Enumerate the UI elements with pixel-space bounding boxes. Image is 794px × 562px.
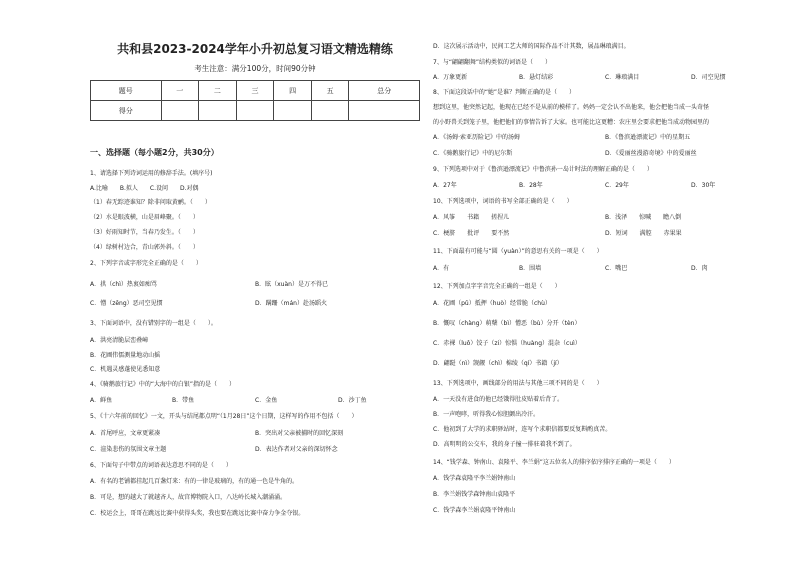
answer-option: A．鲜鱼 — [90, 397, 113, 404]
score-header-cell: 总分 — [349, 81, 420, 101]
question-line: 2、下列字音或字形完全正确的是（ ） — [90, 260, 202, 267]
question-line: 5、《十六年前的回忆》一文，开头与结尾都点明“（1月28日”这个日期，这样写的作用不包括（ ） — [90, 413, 358, 420]
score-cell[interactable] — [349, 101, 420, 121]
question-line: 11、下面最有可能与“圆（yuàn）”的意思有关的一项是（ ） — [433, 248, 603, 255]
answer-option: D．肉 — [691, 265, 708, 272]
answer-option: B．《鲁滨逊漂流记》中的星期五 — [605, 134, 691, 141]
question-line: 1、请选择下列诗词运用的修辞手法。(填序号) — [90, 170, 213, 177]
score-header-cell: 一 — [161, 81, 199, 101]
score-cell[interactable] — [311, 101, 349, 121]
score-value-row — [91, 101, 420, 121]
question-line: 10、下列选项中，词语的书写全部正确的是（ ） — [433, 198, 573, 205]
score-header-cell: 五 — [311, 81, 349, 101]
score-cell[interactable] — [236, 101, 274, 121]
score-header-cell: 三 — [236, 81, 274, 101]
question-line: 9、下列选项中对于《鲁滨逊漂流记》中鲁滨孙一岛计时法的理解正确的是（ ） — [433, 166, 653, 173]
answer-option: D．司空见惯 — [691, 74, 726, 81]
question-line: C．他初到了大学的求职驿站时，连写个求职信都要反复斟酌真苦。 — [433, 426, 612, 433]
question-line: 4、《骑鹅旅行记》中的“大海中的白银”指的是（ ） — [90, 381, 236, 388]
answer-option: D．短词 满腔 赤果果 — [605, 230, 682, 237]
answer-option: D．30年 — [691, 182, 716, 189]
question-line: C．机遇灵感蓬使见悉知意 — [90, 366, 161, 373]
question-line: A.比喻 B.拟人 C.设问 D.对偶 — [90, 185, 199, 192]
question-line: B．花圃伟儒测量地动山摇 — [90, 352, 161, 359]
answer-option: D．表达作者对父亲的深切怀念 — [255, 446, 338, 453]
answer-option: D．沙丁鱼 — [338, 397, 367, 404]
exam-note: 考生注意：满分100分，时间90分钟 — [194, 64, 316, 73]
answer-option: C．琳琅满目 — [605, 74, 640, 81]
question-line: （1）春无踪迹谁知？除非问取黄鹂。（ ） — [90, 199, 211, 206]
answer-option: B．浅泽 惊喊 瞻八倒 — [605, 214, 682, 221]
answer-option: A．万象更新 — [433, 74, 468, 81]
score-row-label: 得分 — [91, 101, 162, 121]
question-line: B．一声咆哮，听得我心惊胆颤出冷汗。 — [433, 411, 540, 418]
question-line: 7、与“翩翩翻舞”结构类似的词语是（ ） — [433, 59, 552, 66]
answer-option: A．拱（chì）热衷如痴骂 — [90, 281, 157, 288]
answer-option: A．27年 — [433, 182, 457, 189]
answer-option: A．风筝 书籍 搓捏儿 — [433, 214, 510, 221]
question-line: A．钱学森袁隆平李兰娟钟南山 — [433, 475, 516, 482]
question-line: A．一天没有进食的他已经饿得肚皮贴着后背了。 — [433, 396, 564, 403]
question-line: 想到这里，他突然记起，他现在已经不是从前的模样了。妈妈一定会认不出他来，他会把他当成一头奇怪 — [433, 104, 710, 111]
answer-option: B．带鱼 — [172, 397, 195, 404]
answer-option: C．《骑鹅旅行记》中的尼尔斯 — [433, 150, 513, 157]
question-line: D．这次展示活动中，民间工艺大师的国际作品不计其数，展品琳琅满目。 — [433, 43, 630, 50]
question-line: A．花圃（pǔ）抵押（huò）经常脆（chù） — [433, 300, 551, 307]
question-line: B．慨叹（chàng）萌蘖（bì）憎恶（bù）分开（tèn） — [433, 320, 581, 327]
score-cell[interactable] — [199, 101, 237, 121]
answer-option: B．突出对父亲被捕时的回忆深刻 — [255, 430, 344, 437]
question-line: A．洪亮清脆层峦叠嶂 — [90, 337, 149, 344]
question-line: （3）好雨知时节，当春乃发生。（ ） — [90, 229, 199, 236]
answer-option: B．悬灯结彩 — [519, 74, 554, 81]
question-line: D．高明明的公交车，我的身子撞一排驻着我不到了。 — [433, 441, 576, 448]
answer-option: B．围墙 — [519, 265, 542, 272]
question-line: 3、下面词语中，没有错别字的一组是（ ）。 — [90, 320, 217, 327]
answer-option: C．憎（zēng）恶司空见惯 — [90, 300, 163, 307]
answer-option: D．《爱丽丝漫游奇境》中的爱丽丝 — [605, 150, 697, 157]
question-line: （4）绿树村边合，青山郭外斜。（ ） — [90, 244, 199, 251]
answer-option: D．蹒跚（mán）赴汤蹈火 — [255, 300, 327, 307]
score-table — [90, 80, 420, 121]
question-line: B．可是，想的越大了就越吝人，故宫博物院入口，八达岭长城入潮涌涌。 — [90, 494, 287, 501]
question-line: 14、“钱学森、钟南山、袁隆平、李兰娟”这五位名人的排序依序排序正确的一项是（ ） — [433, 459, 675, 466]
answer-option: C．金鱼 — [255, 397, 278, 404]
answer-option: C．梗脐 批评 要不然 — [433, 230, 510, 237]
score-header-cell: 题号 — [91, 81, 162, 101]
question-line: A．有名的老铺都挂起几百盏灯来：有的一律是玻璃的，有的通一色是牛角的。 — [90, 478, 299, 485]
score-header-cell: 四 — [274, 81, 312, 101]
answer-option: B．28年 — [519, 182, 543, 189]
page-title: 共和县2023-2024学年小升初总复习语文精选精练 — [117, 42, 393, 56]
answer-option: B．眩（xuàn）是万不得已 — [255, 281, 328, 288]
question-line: D．翩跹（nì）觊觎（chì）棉绫（qí）书籍（jí） — [433, 360, 563, 367]
answer-option: A．《汤姆·索亚历险记》中的汤姆 — [433, 134, 521, 141]
question-line: C．校运会上，哥哥在跳远比赛中获得头奖，我也要在跳远比赛中奋力争金夺银。 — [90, 510, 305, 517]
question-line: 13、下列选项中，画线部分的用法与其他三项不同的是（ ） — [433, 380, 603, 387]
score-header-cell: 二 — [199, 81, 237, 101]
answer-option: C．嘴巴 — [605, 265, 628, 272]
question-line: 6、下面句子中带点的词语表达意思不同的是（ ） — [90, 462, 232, 469]
score-header-row — [91, 81, 420, 101]
question-line: B．李兰娟钱学森钟南山袁隆平 — [433, 491, 516, 498]
section-title: 一、选择题（每小题2分，共30分） — [90, 148, 219, 157]
score-cell[interactable] — [161, 101, 199, 121]
answer-option: A．有 — [433, 265, 450, 272]
question-line: 的小野兽关到笼子里，他把他们的事情告诉了大家。也可能比这更糟：农庄里会要求把他当成动物园里的 — [433, 119, 710, 126]
answer-option: C．29年 — [605, 182, 629, 189]
question-line: 12、下列加点字字音完全正确的一组是（ ） — [433, 283, 561, 290]
answer-option: C．渲染悲伤的氛围文章主题 — [90, 446, 167, 453]
question-line: 8、下面这段话中的“她”是谁？判断正确的是（ ） — [433, 89, 576, 96]
question-line: （2）水是眼波横，山是眉峰聚。（ ） — [90, 214, 199, 221]
answer-option: A．首尾呼应，文章更紧凑 — [90, 430, 161, 437]
question-line: C．钱学森李兰娟袁隆平钟南山 — [433, 507, 516, 514]
question-line: C．赤裸（luǒ）饺子（zi）惊惧（huàng）混杂（cuì） — [433, 340, 581, 347]
score-cell[interactable] — [274, 101, 312, 121]
